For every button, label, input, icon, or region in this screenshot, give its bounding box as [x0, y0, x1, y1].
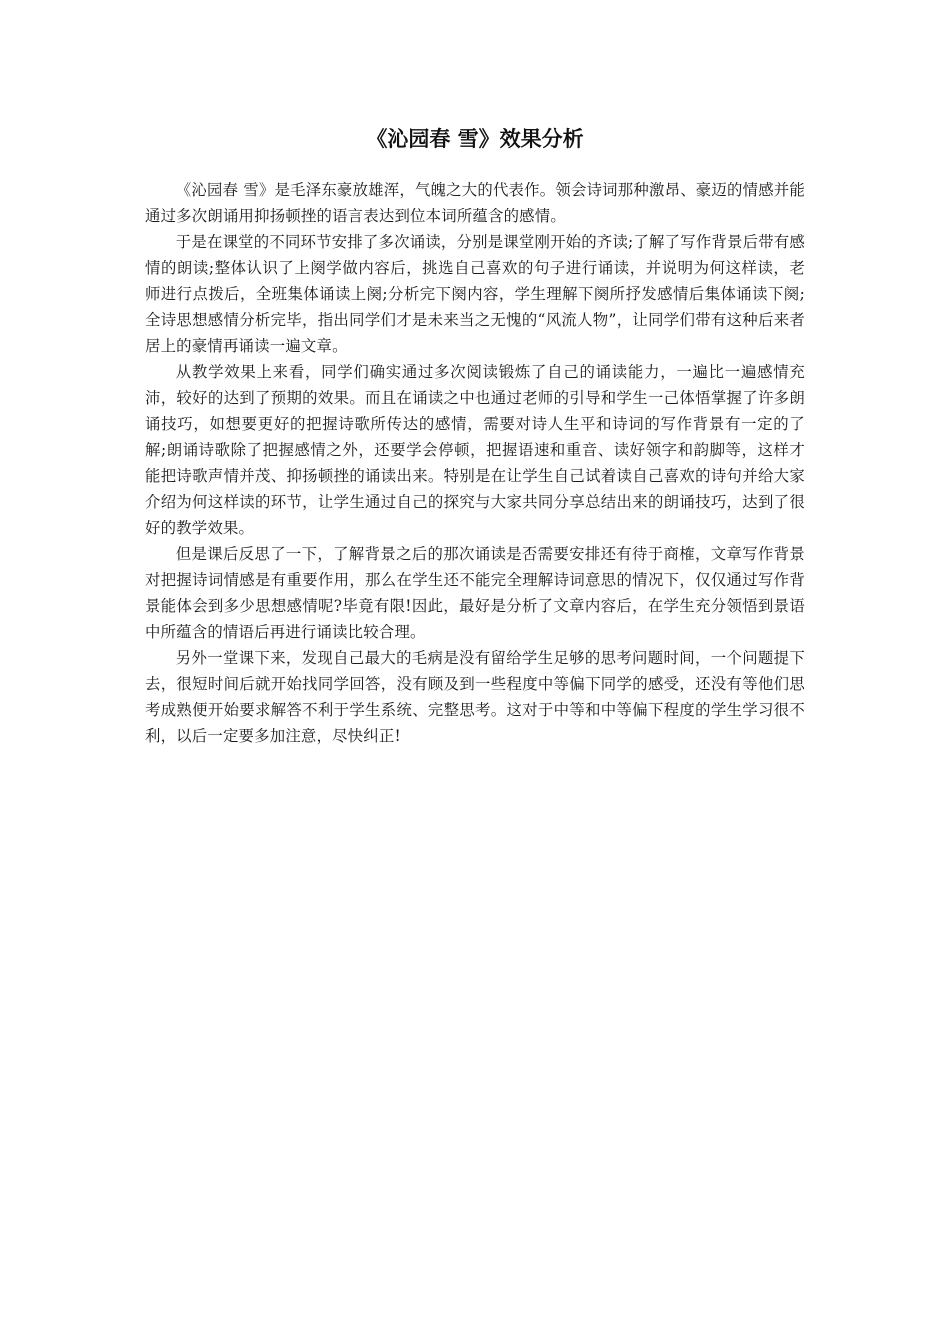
document-page: [145, 0, 805, 749]
paragraph-5: 另外一堂课下来，发现自己最大的毛病是没有留给学生足够的思考问题时间，一个问题提下去，很短时间后就开始找同学回答，没有顾及到一些程度中等偏下同学的感受，还没有等他们思考成熟便开始要求解答不利于学生系统、完整思考。这对于中等和中等偏下程度的学生学习很不利，以后一定要多加注意，尽快纠正!: [145, 649, 805, 745]
paragraph-4: 但是课后反思了一下，了解背景之后的那次诵读是否需要安排还有待于商榷，文章写作背景对把握诗词情感是有重要作用，那么在学生还不能完全理解诗词意思的情况下，仅仅通过写作背景能体会到多少思想感情呢?毕竟有限!因此，最好是分析了文章内容后，在学生充分领悟到景语中所蕴含的情语后再进行诵读比较合理。: [145, 545, 805, 641]
paragraph-3: 从教学效果上来看，同学们确实通过多次阅读锻炼了自己的诵读能力，一遍比一遍感情充沛，较好的达到了预期的效果。而且在诵读之中也通过老师的引导和学生一己体悟掌握了许多朗诵技巧，如想要更好的把握诗歌所传达的感情，需要对诗人生平和诗词的写作背景有一定的了解;朗诵诗歌除了把握感情之外，还要学会停顿，把握语速和重音、读好领字和韵脚等，这样才能把诗歌声情并茂、抑扬顿挫的诵读出来。特别是在让学生自己试着读自己喜欢的诗句并给大家介绍为何这样读的环节，让学生通过自己的探究与大家共同分享总结出来的朗诵技巧，达到了很好的教学效果。: [145, 363, 805, 537]
paragraph-1: 《沁园春 雪》是毛泽东豪放雄浑，气魄之大的代表作。领会诗词那种激昂、豪迈的情感并能通过多次朗诵用抑扬顿挫的语言表达到位本词所蕴含的感情。: [145, 181, 805, 225]
paragraph-2: 于是在课堂的不同环节安排了多次诵读，分别是课堂刚开始的齐读;了解了写作背景后带有感情的朗读;整体认识了上阕学做内容后，挑选自己喜欢的句子进行诵读，并说明为何这样读，老师进行点拨后，全班集体诵读上阕;分析完下阕内容，学生理解下阕所抒发感情后集体诵读下阕;全诗思想感情分析完毕，指出同学们才是未来当之无愧的“风流人物”，让同学们带有这种后来者居上的豪情再诵读一遍文章。: [145, 233, 805, 355]
document-body: [145, 177, 805, 749]
document-title: 《沁园春 雪》效果分析: [366, 127, 584, 151]
